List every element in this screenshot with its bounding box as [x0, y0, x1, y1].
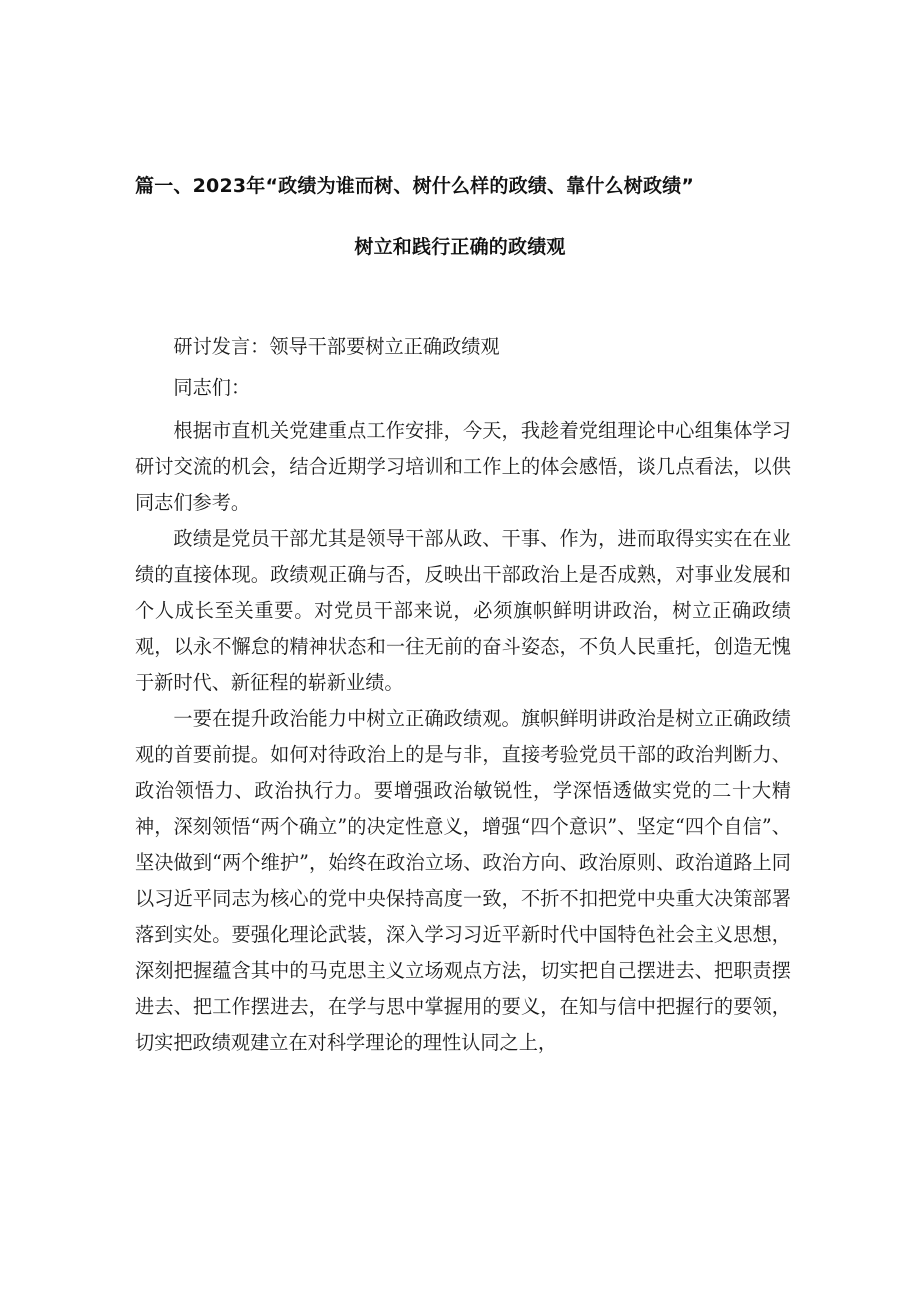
- speech-subtitle-block: [135, 329, 791, 365]
- body-paragraph: 政绩是党员干部尤其是领导干部从政、干事、作为，进而取得实实在在业绩的直接体现。政绩观正确与否，反映出干部政治上是否成熟，对事业发展和个人成长至关重要。对党员干部来说，必须旗帜鲜明讲政治，树立正确政绩观，以永不懈怠的精神状态和一往无前的奋斗姿态，不负人民重托，创造无愧于新时代、新征程的崭新业绩。: [135, 527, 791, 694]
- document-body: [135, 413, 791, 1061]
- document-heading-line-1: 篇一、2023年“政绩为谁而树、树什么样的政绩、靠什么树政绩”: [135, 175, 695, 197]
- salutation-block: [135, 370, 791, 406]
- body-paragraph: 一要在提升政治能力中树立正确政绩观。旗帜鲜明讲政治是树立正确政绩观的首要前提。如何对待政治上的是与非，直接考验党员干部的政治判断力、政治领悟力、政治执行力。要增强政治敏锐性，学深悟透做实党的二十大精神，深刻领悟“两个确立”的决定性意义，增强“四个意识”、坚定“四个自信”、坚决做到“两个维护”，始终在政治立场、政治方向、政治原则、政治道路上同以习近平同志为核心的党中央保持高度一致，不折不扣把党中央重大决策部署落到实处。要强化理论武装，深入学习习近平新时代中国特色社会主义思想，深刻把握蕴含其中的马克思主义立场观点方法，切实把自己摆进去、把职责摆进去、把工作摆进去，在学与思中掌握用的要义，在知与信中把握行的要领，切实把政绩观建立在对科学理论的理性认同之上，: [135, 707, 791, 1054]
- body-paragraph: 根据市直机关党建重点工作安排，今天，我趁着党组理论中心组集体学习研讨交流的机会，结合近期学习培训和工作上的体会感悟，谈几点看法，以供同志们参考。: [135, 419, 791, 514]
- speech-subtitle: 研讨发言：领导干部要树立正确政绩观: [173, 335, 500, 358]
- document-heading-line-2: 树立和践行正确的政绩观: [354, 236, 566, 258]
- salutation: 同志们：: [173, 376, 251, 399]
